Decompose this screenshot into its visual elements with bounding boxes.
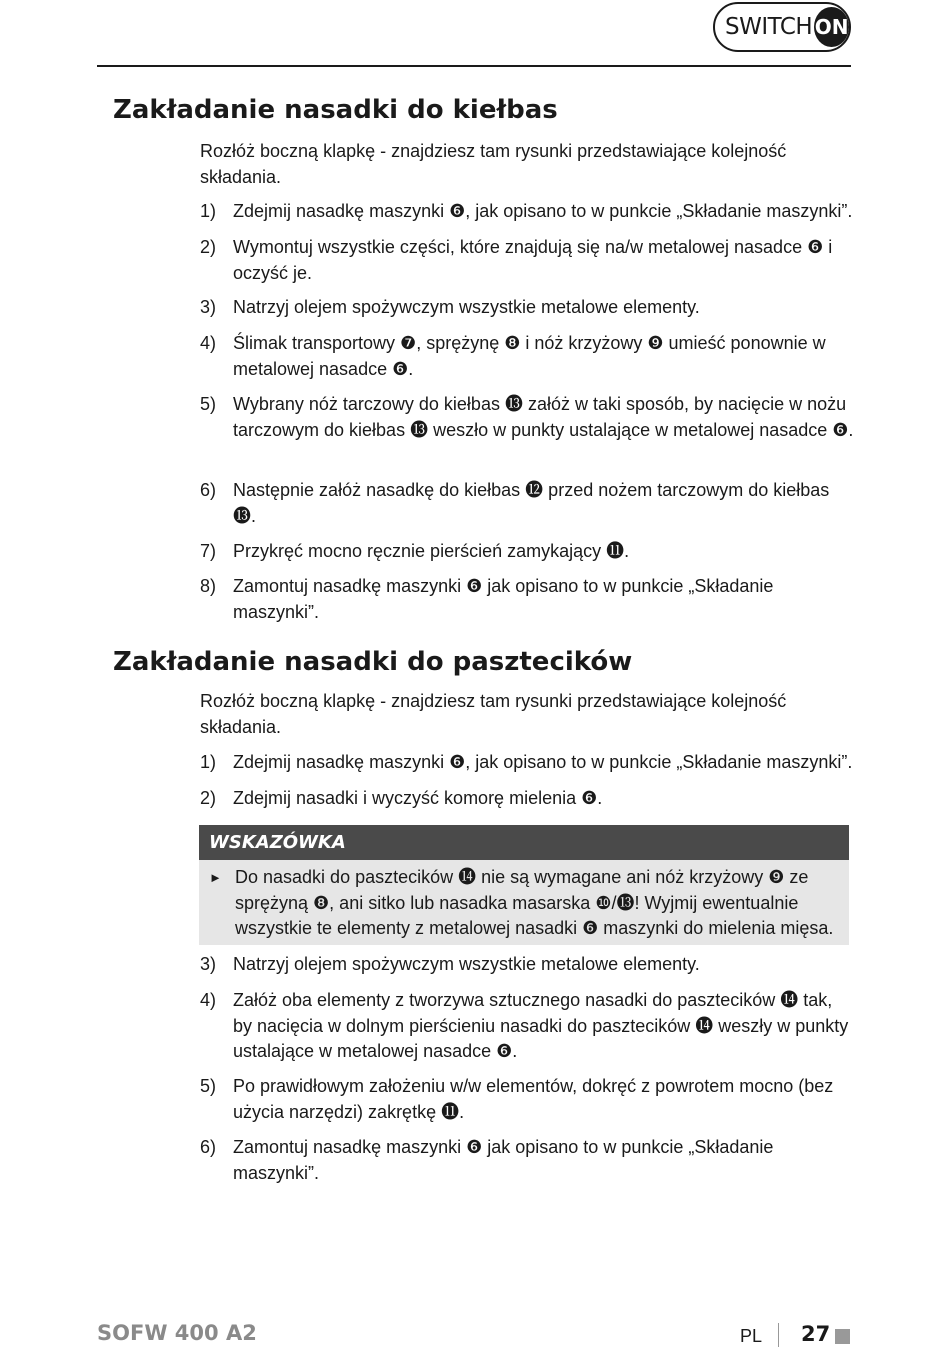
step-number: 1) <box>200 201 217 221</box>
list-item <box>200 235 855 286</box>
list-item <box>200 1074 855 1125</box>
list-item <box>200 1135 855 1186</box>
triangle-bullet-icon: ► <box>209 870 222 885</box>
step-text: Wymontuj wszystkie części, które znajdują się na/w metalowej nasadce ❻ i oczyść je. <box>233 237 833 283</box>
list-item <box>200 574 855 625</box>
footer-language: PL <box>740 1326 763 1346</box>
step-number: 4) <box>200 990 217 1010</box>
step-number: 5) <box>200 1076 217 1096</box>
list-item <box>200 539 855 565</box>
step-text: Ślimak transportowy ❼, sprężynę ❽ i nóż krzyżowy ❾ umieść ponownie w metalowej nasadce ❻. <box>233 333 826 379</box>
step-text: Zamontuj nasadkę maszynki ❻ jak opisano to w punkcie „Składanie maszynki”. <box>233 1137 774 1183</box>
step-text: Natrzyj olejem spożywczym wszystkie metalowe elementy. <box>233 297 700 317</box>
step-number: 2) <box>200 788 217 808</box>
brand-logo <box>713 2 851 52</box>
section-title-pastry: Zakładanie nasadki do pasztecików <box>113 647 633 677</box>
list-item <box>200 478 855 529</box>
note-box <box>199 860 849 945</box>
step-number: 2) <box>200 237 217 257</box>
logo-power-icon: ON <box>814 7 849 47</box>
list-item <box>200 750 855 776</box>
step-number: 6) <box>200 480 217 500</box>
step-number: 1) <box>200 752 217 772</box>
step-text: Zamontuj nasadkę maszynki ❻ jak opisano to w punkcie „Składanie maszynki”. <box>233 576 774 622</box>
step-number: 5) <box>200 394 217 414</box>
step-text: Wybrany nóż tarczowy do kiełbas ⓭ załóż w taki sposób, by nacięcie w nożu tarczowym do kiełbas ⓭ weszło w punkty ustalające w metalowej nasadce ❻. <box>233 394 854 440</box>
step-number: 8) <box>200 576 217 596</box>
section-intro-sausage: Rozłóż boczną klapkę - znajdziesz tam rysunki przedstawiające kolejność składania. <box>200 141 787 187</box>
step-text: Zdejmij nasadkę maszynki ❻, jak opisano to w punkcie „Składanie maszynki”. <box>233 752 853 772</box>
step-number: 4) <box>200 333 217 353</box>
list-item <box>200 988 855 1065</box>
step-text: Przykręć mocno ręcznie pierścień zamykający ⓫. <box>233 541 630 561</box>
step-number: 3) <box>200 297 217 317</box>
step-text: Po prawidłowym założeniu w/w elementów, dokręć z powrotem mocno (bez użycia narzędzi) zakrętkę ⓫. <box>233 1076 834 1122</box>
list-item <box>200 392 855 443</box>
step-number: 7) <box>200 541 217 561</box>
list-item <box>200 295 855 321</box>
step-number: 3) <box>200 954 217 974</box>
step-text: Zdejmij nasadki i wyczyść komorę mielenia ❻. <box>233 788 603 808</box>
list-item <box>200 199 855 225</box>
step-text: Następnie załóż nasadkę do kiełbas ⓬ przed nożem tarczowym do kiełbas ⓭. <box>233 480 830 526</box>
note-heading: WSKAZÓWKA <box>199 825 849 860</box>
step-text: Załóż oba elementy z tworzywa sztucznego nasadki do pasztecików ⓮ tak, by nacięcia w dolnym pierścieniu nasadki do pasztecików ⓮ weszły w punkty ustalające w metalowej nasadce ❻. <box>233 990 849 1061</box>
page-number: 27 <box>801 1322 831 1346</box>
list-item <box>200 786 855 812</box>
square-marker-icon <box>835 1329 850 1344</box>
list-item <box>200 952 855 978</box>
step-text: Natrzyj olejem spożywczym wszystkie metalowe elementy. <box>233 954 700 974</box>
section-title-sausage: Zakładanie nasadki do kiełbas <box>113 95 558 125</box>
step-text: Zdejmij nasadkę maszynki ❻, jak opisano to w punkcie „Składanie maszynki”. <box>233 201 853 221</box>
footer-model: SOFW 400 A2 <box>97 1321 257 1345</box>
note-text: Do nasadki do pasztecików ⓮ nie są wymagane ani nóż krzyżowy ❾ ze sprężyną ❽, ani sitko lub nasadka masarska ❿/⓭! Wyjmij ewentualnie wszystkie te elementy z metalowej nasadki ❻ maszynki do mielenia mięsa. <box>235 867 834 938</box>
header-rule <box>97 65 851 67</box>
section-intro-pastry: Rozłóż boczną klapkę - znajdziesz tam rysunki przedstawiające kolejność składania. <box>200 691 787 737</box>
logo-text: SWITCH <box>725 13 813 40</box>
step-number: 6) <box>200 1137 217 1157</box>
list-item <box>200 331 855 382</box>
footer-divider <box>778 1323 779 1347</box>
